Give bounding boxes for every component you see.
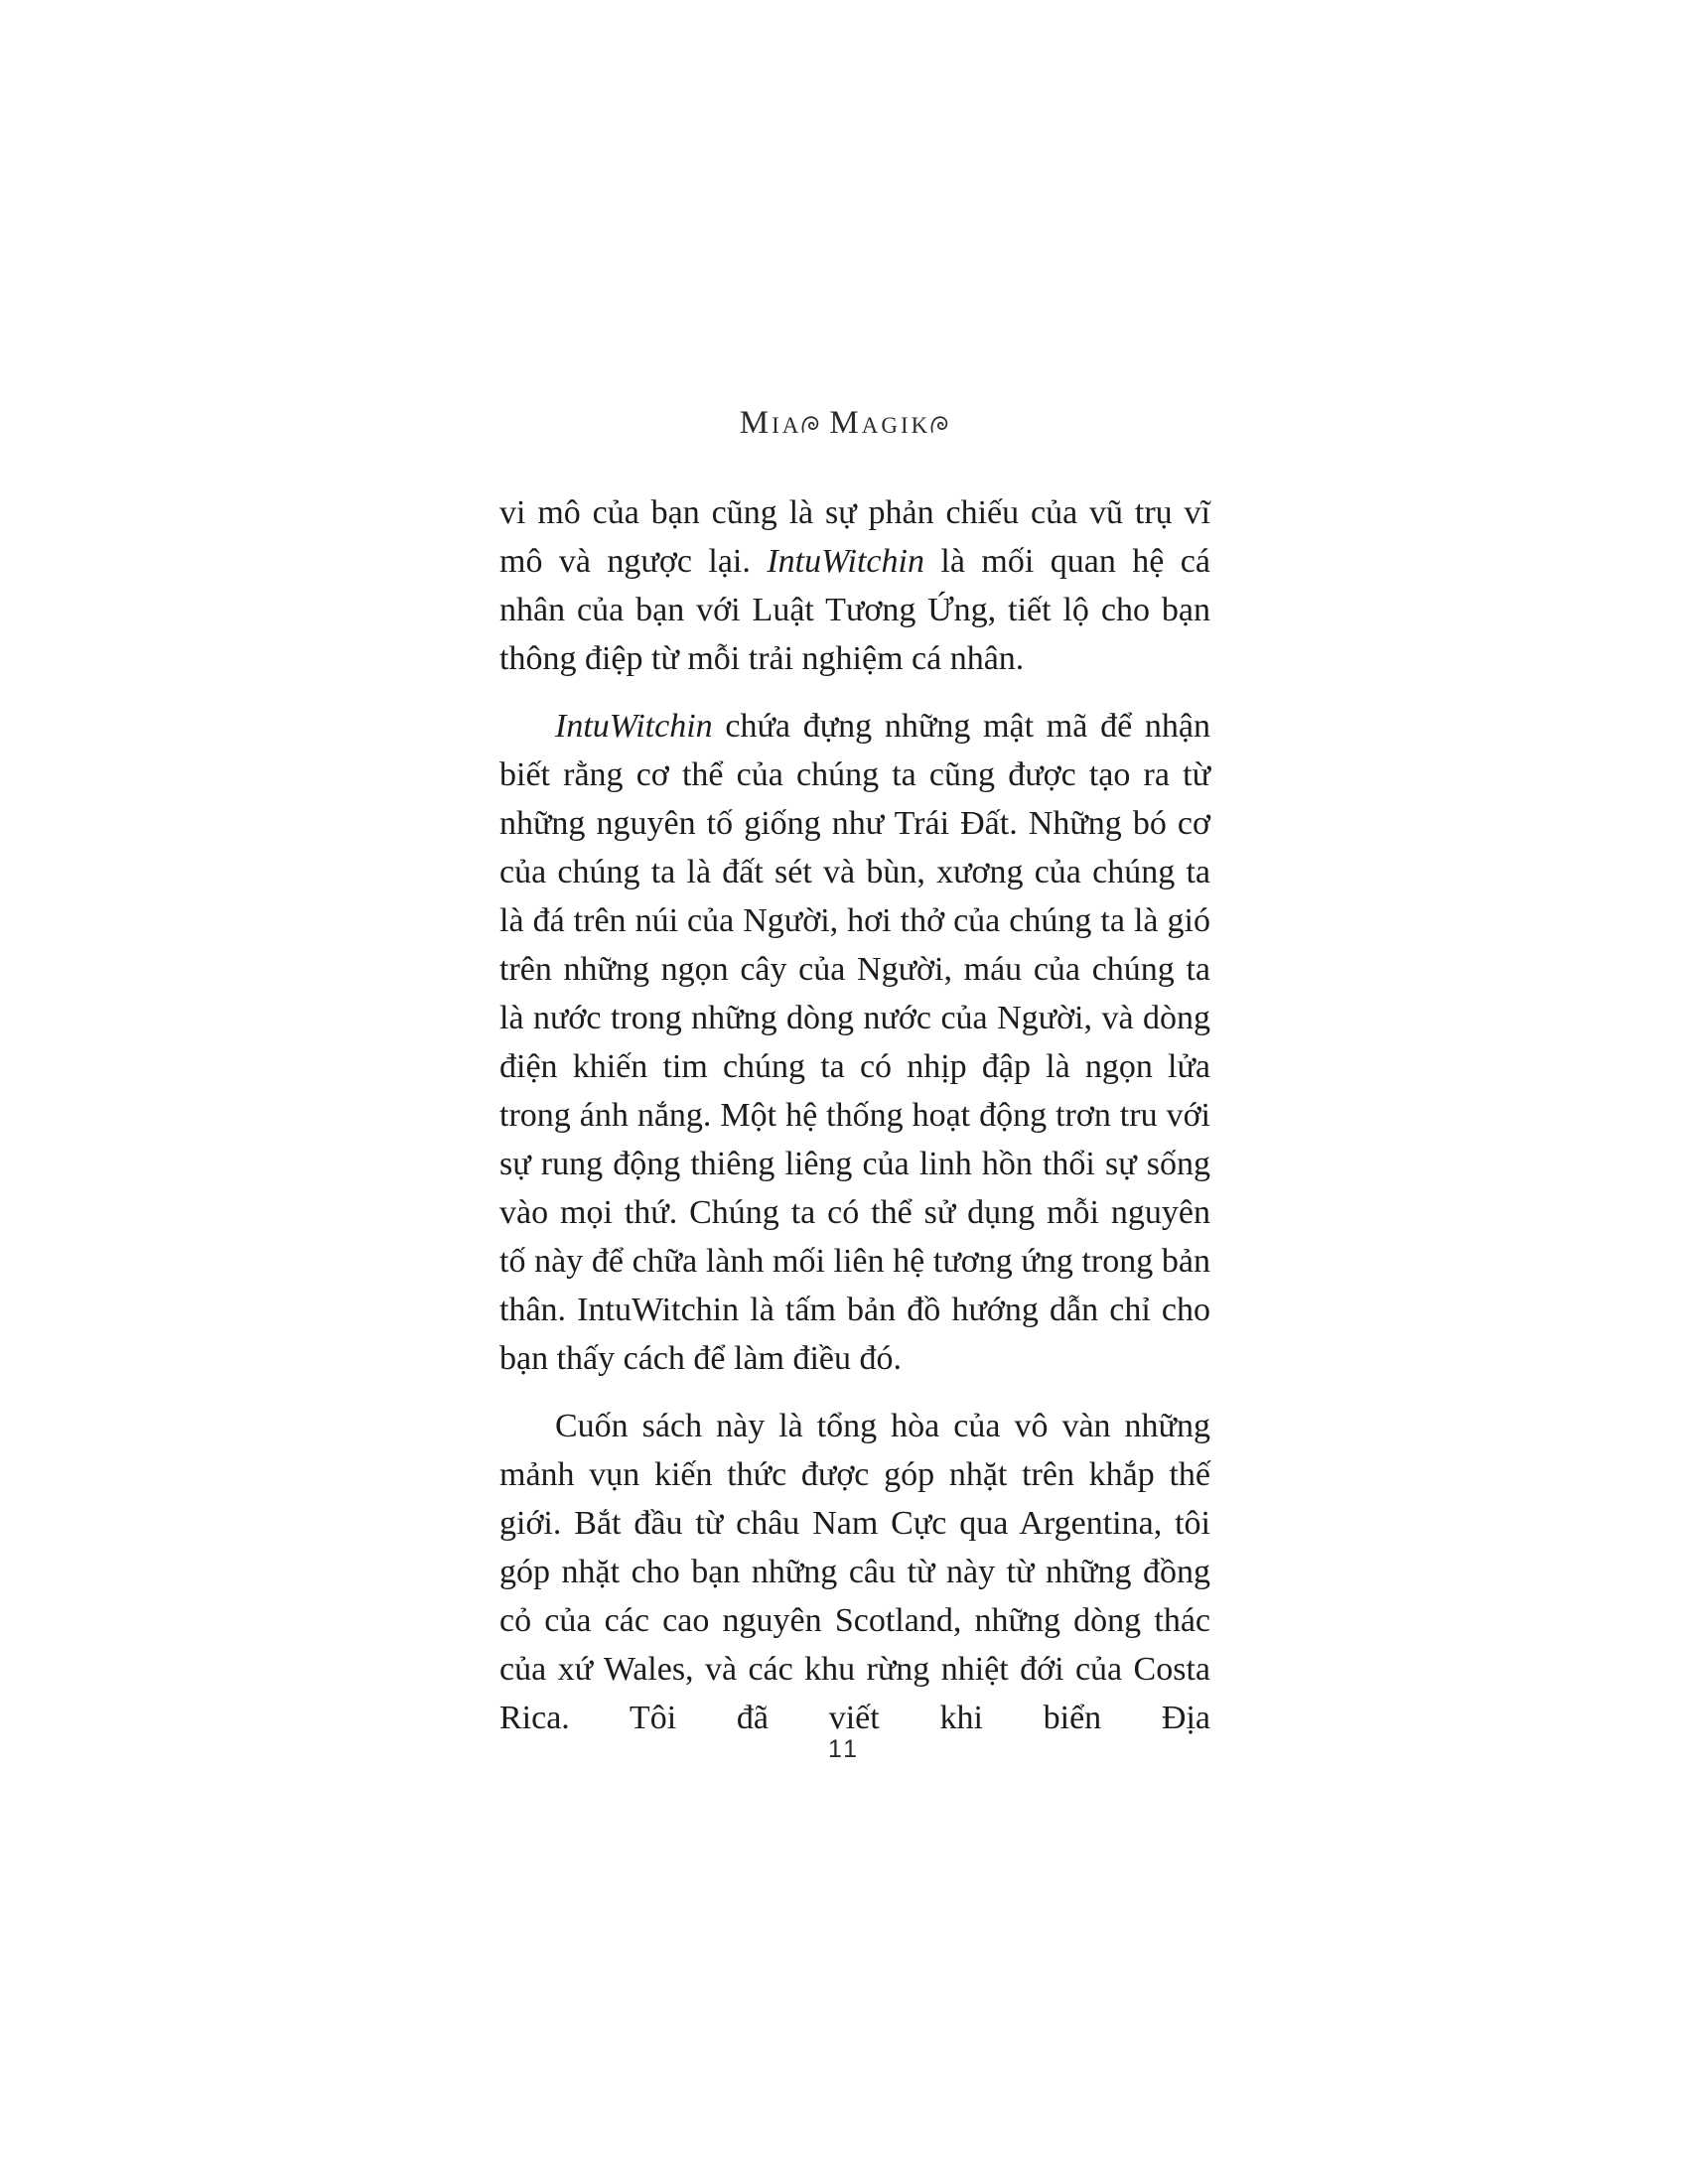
- paragraph-3: [499, 1402, 1210, 1742]
- spiral-flourish-icon: [800, 412, 819, 437]
- text-run: Cuốn sách này là tổng hòa của vô vàn những mảnh vụn kiến thức được góp nhặt trên khắp thế giới. Bắt đầu từ châu Nam Cực qua Argentina, tôi góp nhặt cho bạn những câu từ này từ những đồng cỏ của các cao nguyên Scotland, những dòng thác của xứ Wales, và các khu rừng nhiệt đới của Costa Rica. Tôi đã viết khi biển Địa: [499, 1408, 1210, 1736]
- intuwitchin-term: IntuWitchin: [767, 543, 924, 580]
- text-run: chứa đựng những mật mã để nhận biết rằng cơ thể của chúng ta cũng được tạo ra từ những nguyên tố giống như Trái Đất. Những bó cơ của chúng ta là đất sét và bùn, xương của chúng ta là đá trên núi của Người, hơi thở của chúng ta là gió trên những ngọn cây của Người, máu của chúng ta là nước trong những dòng nước của Người, và dòng điện khiến tim chúng ta có nhịp đập là ngọn lửa trong ánh nắng. Một hệ thống hoạt động trơn tru với sự rung động thiêng liêng của linh hồn thổi sự sống vào mọi thứ. Chúng ta có thể sử dụng mỗi nguyên tố này để chữa lành mối liên hệ tương ứng trong bản thân. IntuWitchin là tấm bản đồ hướng dẫn chỉ cho bạn thấy cách để làm điều đó.: [499, 708, 1210, 1377]
- intuwitchin-term: IntuWitchin: [555, 708, 713, 745]
- logo-word-magik: Magik: [829, 405, 931, 441]
- text-run: vi mô của bạn cũng là sự phản chiếu của vũ trụ vĩ mô và ngược lại.: [499, 494, 1210, 580]
- text-run: là mối quan hệ cá nhân của bạn với Luật Tương Ứng, tiết lộ cho bạn thông điệp từ mỗi trải nghiệm cá nhân.: [499, 543, 1210, 677]
- running-head: [0, 405, 1688, 442]
- logo-word-mia: Mia: [739, 405, 802, 441]
- page-number: 11: [828, 1735, 860, 1763]
- spiral-flourish-icon: [929, 412, 948, 437]
- body-text: [499, 488, 1210, 1761]
- paragraph-1: [499, 488, 1210, 683]
- paragraph-2: [499, 702, 1210, 1383]
